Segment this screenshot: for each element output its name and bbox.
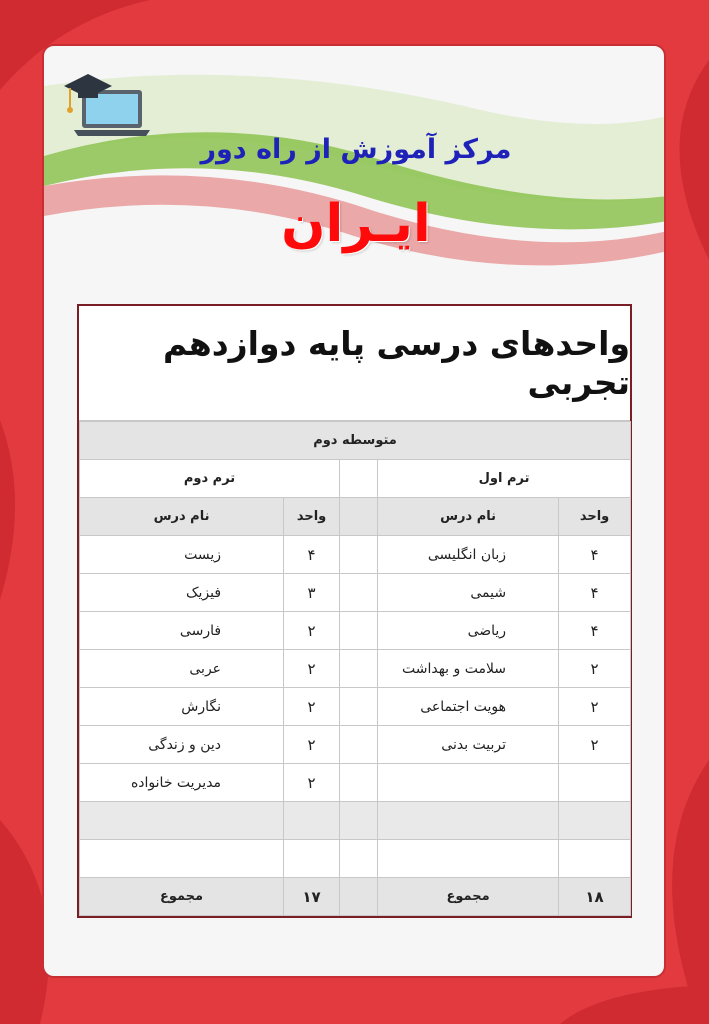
laptop-graduation-cap-icon — [60, 60, 160, 140]
table-title: واحدهای درسی پایه دوازدهم تجربی — [79, 306, 630, 421]
term1-course-name — [378, 840, 559, 878]
term2-course-units — [284, 840, 340, 878]
term2-course-units — [284, 802, 340, 840]
total-row — [80, 878, 631, 916]
table-row — [80, 764, 631, 802]
spacer-cell — [340, 650, 378, 688]
country-name: ایـران — [281, 194, 431, 254]
table-row — [80, 726, 631, 764]
units-table — [79, 421, 631, 916]
term1-course-units — [559, 764, 631, 802]
term2-course-name — [80, 802, 284, 840]
term2-course-name: فیزیک — [80, 574, 284, 612]
term1-total-label: مجموع — [378, 878, 559, 916]
term1-course-units: ۴ — [559, 574, 631, 612]
units-table-box — [77, 304, 632, 918]
spacer-cell — [340, 802, 378, 840]
term1-course-units: ۴ — [559, 536, 631, 574]
term1-total-units: ۱۸ — [559, 878, 631, 916]
spacer-cell — [340, 460, 378, 498]
level-row — [80, 422, 631, 460]
term1-course-name: هویت اجتماعی — [378, 688, 559, 726]
term1-course-name: سلامت و بهداشت — [378, 650, 559, 688]
term1-name-header: نام درس — [378, 498, 559, 536]
term2-course-units: ۲ — [284, 688, 340, 726]
term2-course-name: زیست — [80, 536, 284, 574]
term1-course-units: ۲ — [559, 688, 631, 726]
spacer-cell — [340, 726, 378, 764]
term1-course-name: ریاضی — [378, 612, 559, 650]
term1-course-units — [559, 802, 631, 840]
term1-course-name: تربیت بدنی — [378, 726, 559, 764]
term1-course-name: شیمی — [378, 574, 559, 612]
term2-units-header: واحد — [284, 498, 340, 536]
term2-name-header: نام درس — [80, 498, 284, 536]
term1-course-units — [559, 840, 631, 878]
table-row — [80, 688, 631, 726]
term1-course-units: ۲ — [559, 650, 631, 688]
term1-course-name — [378, 764, 559, 802]
table-row — [80, 612, 631, 650]
spacer-cell — [340, 764, 378, 802]
center-name: مرکز آموزش از راه دور — [200, 134, 512, 165]
term2-course-name: فارسی — [80, 612, 284, 650]
term-header-row — [80, 460, 631, 498]
term2-course-units: ۴ — [284, 536, 340, 574]
term1-units-header: واحد — [559, 498, 631, 536]
term2-course-units: ۳ — [284, 574, 340, 612]
spacer-cell — [340, 840, 378, 878]
spacer-cell — [340, 688, 378, 726]
spacer-cell — [340, 878, 378, 916]
table-row — [80, 650, 631, 688]
term2-course-name: عربی — [80, 650, 284, 688]
term2-course-name — [80, 840, 284, 878]
spacer-cell — [340, 536, 378, 574]
term2-course-units: ۲ — [284, 612, 340, 650]
table-row — [80, 536, 631, 574]
spacer-cell — [340, 612, 378, 650]
spacer-cell — [340, 574, 378, 612]
table-row-empty — [80, 840, 631, 878]
term1-course-units: ۲ — [559, 726, 631, 764]
level-label: متوسطه دوم — [80, 422, 631, 460]
term1-course-units: ۴ — [559, 612, 631, 650]
term2-course-units: ۲ — [284, 764, 340, 802]
term2-course-name: مدیریت خانواده — [80, 764, 284, 802]
term1-course-name: زبان انگلیسی — [378, 536, 559, 574]
term2-total-label: مجموع — [80, 878, 284, 916]
term2-course-name: دین و زندگی — [80, 726, 284, 764]
table-row — [80, 574, 631, 612]
spacer-cell — [340, 498, 378, 536]
term1-label: ترم اول — [378, 460, 631, 498]
table-row-empty — [80, 802, 631, 840]
term2-total-units: ۱۷ — [284, 878, 340, 916]
term2-course-units: ۲ — [284, 726, 340, 764]
column-header-row — [80, 498, 631, 536]
term1-course-name — [378, 802, 559, 840]
term2-label: ترم دوم — [80, 460, 340, 498]
term2-course-units: ۲ — [284, 650, 340, 688]
term2-course-name: نگارش — [80, 688, 284, 726]
